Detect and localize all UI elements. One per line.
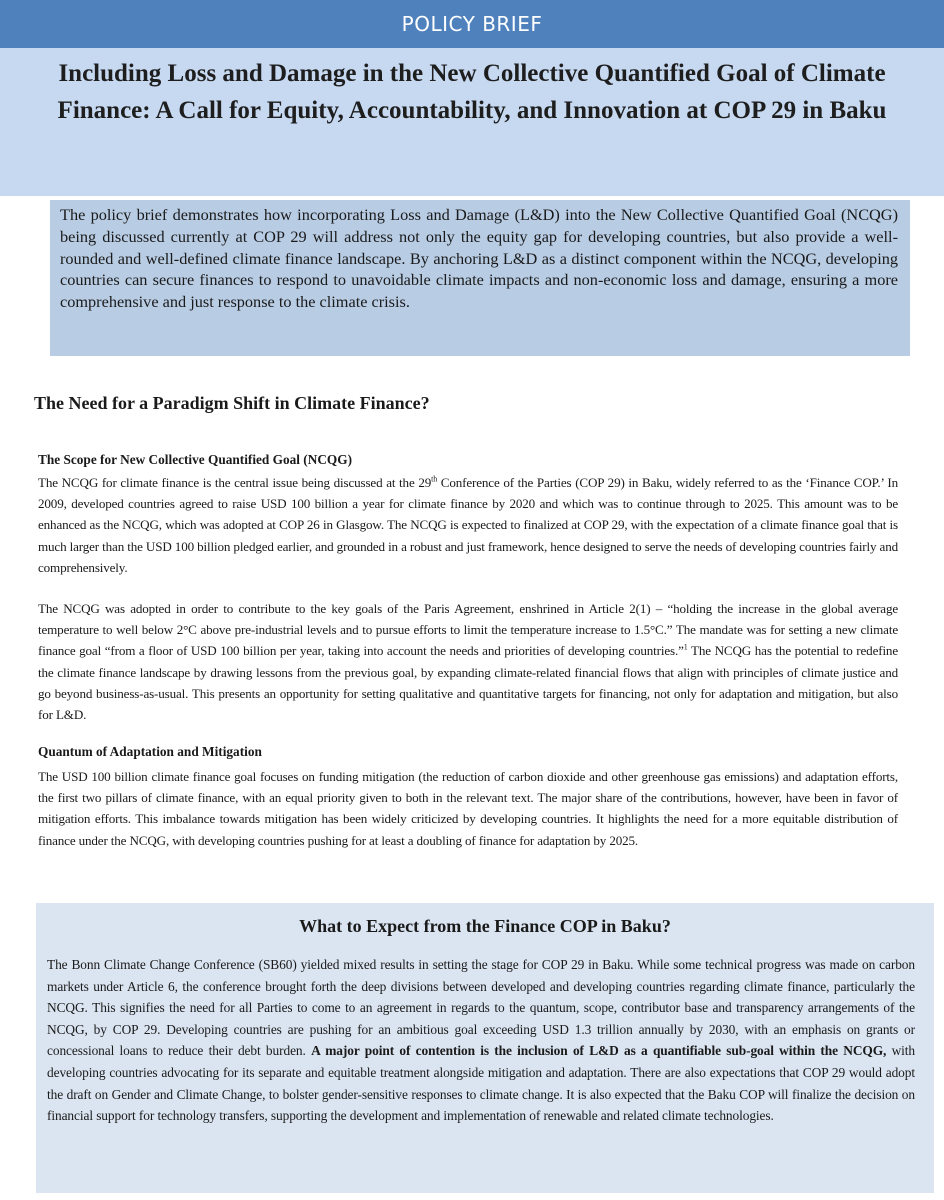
document-title: Including Loss and Damage in the New Collective Quantified Goal of Climate Finance: A Call for Equity, Accountability, and Innovation at COP 29 in Baku	[57, 60, 887, 124]
superscript: th	[431, 474, 438, 484]
callout-text-part: The Bonn Climate Change Conference (SB60) yielded mixed results in setting the stage for COP 29 in Baku. While some technical progress was made on carbon markets under Article 6, the conference brought forth the deep divisions between developed and developing countries regarding climate finance, particularly the NCQG. This signifies the need for all Parties to come to an agreement in regards to the quantum, scope, contributor base and transparency arrangements of the NCQG, by COP 29. Developing countries are pushing for an ambitious goal exceeding USD 1.3 trillion annually by 2030, with an emphasis on grants or concessional loans to reduce their debt burden.	[47, 957, 915, 1059]
paragraph-ncqg-scope	[38, 472, 898, 578]
document-type-banner: POLICY BRIEF	[0, 0, 944, 48]
paragraph-text: The NCQG was adopted in order to contribute to the key goals of the Paris Agreement, enshrined in Article 2(1) – “holding the increase in the global average temperature to well below 2°C above pre-industrial levels and to pursue efforts to limit the temperature increase to 1.5°C.” The mandate was for setting a new climate finance goal “from a floor of USD 100 billion per year, taking into account the needs and priorities of developing countries.”	[38, 601, 898, 659]
paragraph-paris-agreement	[38, 598, 898, 725]
section-heading: The Need for a Paradigm Shift in Climate Finance?	[34, 393, 430, 413]
subheading-adaptation-mitigation: Quantum of Adaptation and Mitigation	[38, 744, 262, 759]
paragraph-text: The NCQG for climate finance is the central issue being discussed at the 29	[38, 475, 432, 490]
paragraph-adaptation-mitigation: The USD 100 billion climate finance goal focuses on funding mitigation (the reduction of carbon dioxide and other greenhouse gas emissions) and adaptation efforts, the first two pillars of climate finance, with an equal priority given to both in the relevant text. The major share of the contributions, however, have been in favor of mitigation efforts. This imbalance towards mitigation has been widely criticized by developing countries. It highlights the need for a more equitable distribution of finance under the NCQG, with developing countries pushing for at least a doubling of finance for adaptation by 2025.	[38, 769, 898, 848]
paragraph-text: The NCQG has the potential to redefine the climate finance landscape by drawing lessons from the previous goal, by expanding climate-related financial flows that align with principles of climate justice and go beyond business-as-usual. This presents an opportunity for setting qualitative and quantitative targets for financing, not only for adaptation and mitigation, but also for L&D.	[38, 643, 898, 723]
abstract-summary: The policy brief demonstrates how incorporating Loss and Damage (L&D) into the New Collective Quantified Goal (NCQG) being discussed currently at COP 29 will address not only the equity gap for developing countries, but also provide a well-rounded and well-defined climate finance landscape. By anchoring L&D as a distinct component within the NCQG, developing countries can secure finances to respond to unavoidable climate impacts and non-economic loss and damage, ensuring a more comprehensive and just response to the climate crisis.	[50, 200, 910, 356]
callout-text-part: with developing countries advocating for its separate and equitable treatment alongside mitigation and adaptation. There are also expectations that COP 29 would adopt the draft on Gender and Climate Change, to bolster gender-sensitive responses to climate change. It is also expected that the Baku COP will finalize the decision on financial support for technology transfers, supporting the development and implementation of renewable and related climate technologies.	[47, 1043, 916, 1124]
paragraph-text: Conference of the Parties (COP 29) in Baku, widely referred to as the ‘Finance COP.’ In 2009, developed countries agreed to raise USD 100 billion a year for climate finance by 2020 and which was to continue through to 2025. This amount was to be enhanced as the NCQG, which was adopted at COP 26 in Glasgow. The NCQG is expected to finalized at COP 29, with the expectation of a climate finance goal that is much larger than the USD 100 billion pledged earlier, and grounded in a robust and just framework, hence designed to serve the needs of developing countries fairly and comprehensively.	[38, 475, 899, 575]
callout-bold-statement: A major point of contention is the inclusion of L&D as a quantifiable sub-goal within the NCQG,	[311, 1043, 887, 1059]
callout-heading: What to Expect from the Finance COP in Baku?	[299, 916, 671, 936]
subheading-ncqg-scope: The Scope for New Collective Quantified Goal (NCQG)	[38, 452, 353, 467]
footnote-marker: 1	[683, 643, 688, 653]
callout-text	[47, 954, 915, 1127]
